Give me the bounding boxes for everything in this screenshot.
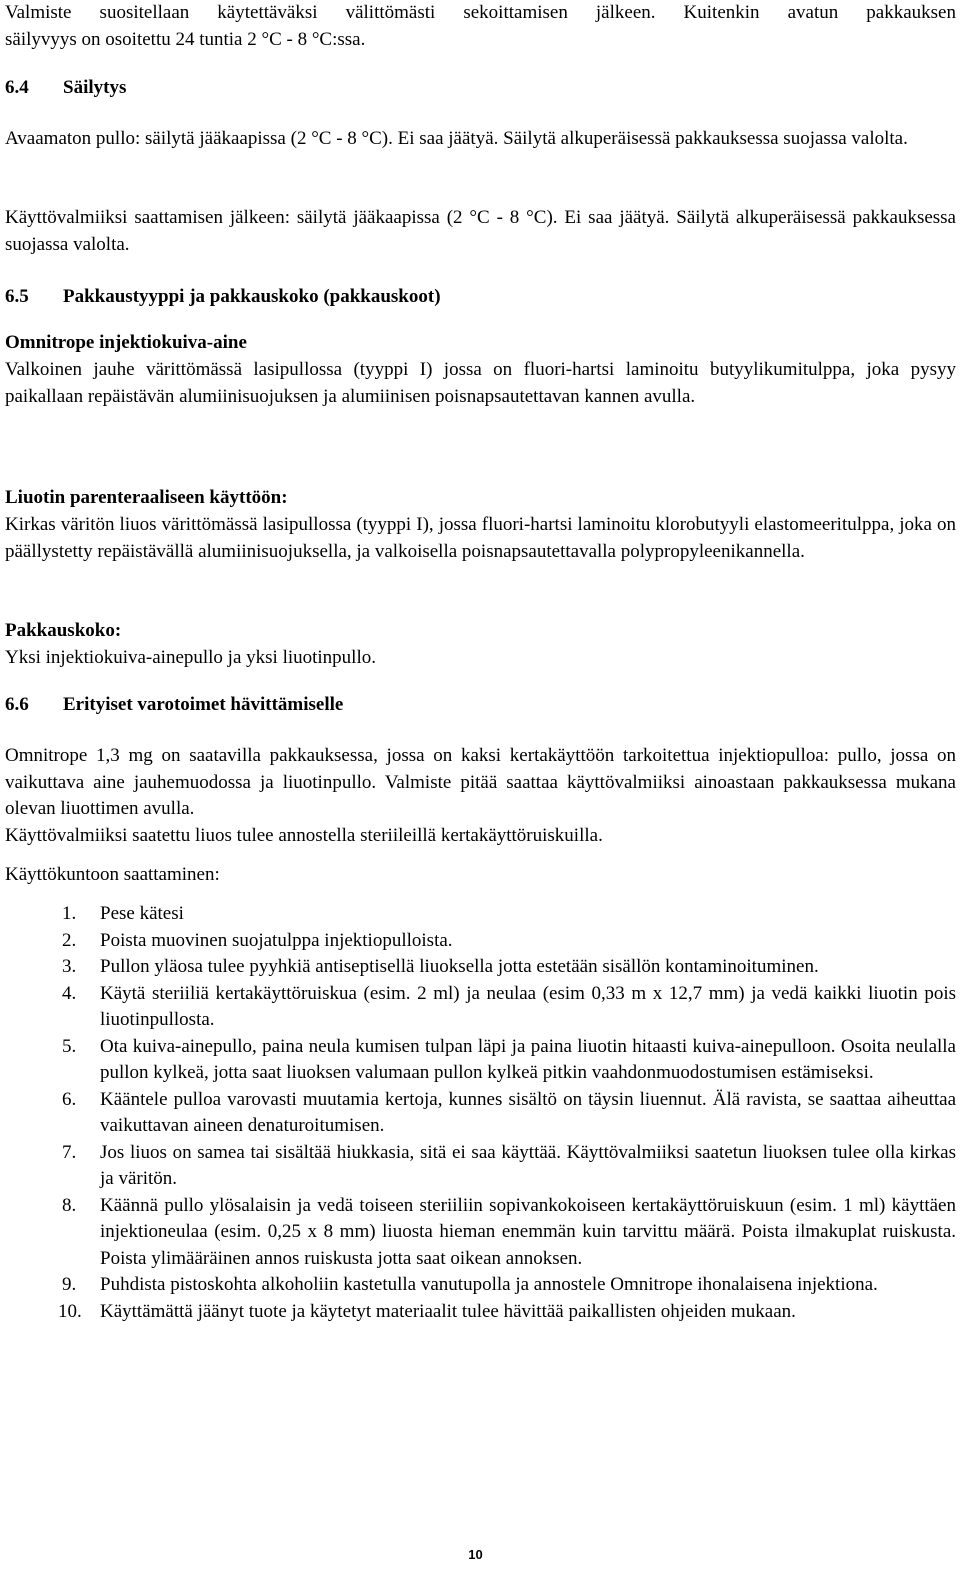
intro-line-2: säilyvyys on osoitettu 24 tuntia 2 °C - 8 °C:ssa. <box>5 29 366 50</box>
storage-reconstituted-paragraph: Käyttövalmiiksi saattamisen jälkeen: säilytä jääkaapissa (2 °C - 8 °C). Ei saa jäätyä. Säilytä alkuperäisessä pakkauksessa suojassa valolta. <box>5 207 956 255</box>
list-item: 3. Pullon yläosa tulee pyyhkiä antiseptisellä liuoksella jotta estetään sisällön kontaminoituminen. <box>62 956 819 977</box>
section-number: 6.5 <box>5 286 29 307</box>
list-item: 4. Käytä steriiliä kertakäyttöruiskua (esim. 2 ml) ja neulaa (esim 0,33 m x 12,7 mm) ja vedä kaikki liuotin pois liuotinpullosta. <box>62 982 956 1030</box>
storage-unopened-paragraph: Avaamaton pullo: säilytä jääkaapissa (2 °C - 8 °C). Ei saa jäätyä. Säilytä alkuperäisessä pakkauksessa suojassa valolta. <box>5 128 908 149</box>
list-item: 9. Puhdista pistoskohta alkoholiin kastetulla vanutupolla ja annostele Omnitrope ihonalaisena injektiona. <box>62 1274 878 1295</box>
section-title: Erityiset varotoimet hävittämiselle <box>63 694 344 715</box>
pack-size-title: Pakkauskoko: <box>5 620 122 641</box>
list-item: 10. Käyttämättä jäänyt tuote ja käytetyt materiaalit tulee hävittää paikallisten ohjeiden mukaan. <box>58 1300 796 1322</box>
list-item: 6. Kääntele pulloa varovasti muutamia kertoja, kunnes sisältö on täysin liuennut. Älä ravista, se saattaa aiheuttaa vaikuttavan aineen denaturoitumisen. <box>62 1088 956 1136</box>
section-number: 6.4 <box>5 77 29 98</box>
pack-size-description: Yksi injektiokuiva-ainepullo ja yksi liuotinpullo. <box>5 647 376 668</box>
intro-line-1: Valmiste suositellaan käytettäväksi välittömästi sekoittamisen jälkeen. Kuitenkin avatun pakkauksen <box>5 2 956 23</box>
powder-title: Omnitrope injektiokuiva-aine <box>5 332 247 353</box>
disposal-syringe-paragraph: Käyttövalmiiksi saatettu liuos tulee annostella steriileillä kertakäyttöruiskuilla. <box>5 825 603 846</box>
section-6-6-heading <box>5 692 956 719</box>
section-number: 6.6 <box>5 694 29 715</box>
solvent-title: Liuotin parenteraaliseen käyttöön: <box>5 487 288 508</box>
steps-intro: Käyttökuntoon saattaminen: <box>5 864 220 885</box>
list-item: 2. Poista muovinen suojatulppa injektiopulloista. <box>62 929 453 951</box>
section-6-4-heading <box>5 75 956 102</box>
list-item: 5. Ota kuiva-ainepullo, paina neula kumisen tulpan läpi ja paina liuotin hitaasti kuiva-ainepulloon. Osoita neulalla pullon kylkeä, jotta saat liuoksen valumaan pullon kylkeä pitkin vaahdonmuodostumisen estämiseksi. <box>62 1035 956 1083</box>
powder-description: Valkoinen jauhe värittömässä lasipullossa (tyyppi I) jossa on fluori-hartsi laminoitu butyylikumitulppa, joka pysyy paikallaan repäistävän alumiinisuojuksen ja alumiinisen poisnapsautettavan kannen avulla. <box>5 359 956 407</box>
page-number: 10 <box>468 1547 483 1562</box>
section-6-5-heading <box>5 284 956 311</box>
list-item: 1. Pese kätesi <box>62 903 184 924</box>
section-title: Säilytys <box>63 77 127 98</box>
section-title: Pakkaustyyppi ja pakkauskoko (pakkauskoot) <box>63 286 441 307</box>
disposal-paragraph: Omnitrope 1,3 mg on saatavilla pakkauksessa, jossa on kaksi kertakäyttöön tarkoitettua injektiopulloa: pullo, jossa on vaikuttava aine jauhemuodossa ja liuotinpullo. Valmiste pitää saattaa käyttövalmiiksi ainoastaan pakkauksessa mukana olevan liuottimen avulla. <box>5 745 956 819</box>
preparation-steps-list <box>5 901 956 1325</box>
list-item: 8. Käännä pullo ylösalaisin ja vedä toiseen steriiliin sopivankokoiseen kertakäyttöruiskuun (esim. 1 ml) käyttäen injektioneulaa (esim. 0,25 x 8 mm) liuosta hieman enemmän kuin tarvittu määrä. Poista ilmakuplat ruiskusta. Poista ylimääräinen annos ruiskusta jotta saat oikean annoksen. <box>62 1194 956 1269</box>
solvent-description: Kirkas väritön liuos värittömässä lasipullossa (tyyppi I), jossa fluori-hartsi laminoitu klorobutyyli elastomeeritulppa, joka on päällystetty repäistävällä alumiinisuojuksella, ja valkoisella poisnapsautettavalla polypropyleenikannella. <box>5 514 956 562</box>
list-item: 7. Jos liuos on samea tai sisältää hiukkasia, sitä ei saa käyttää. Käyttövalmiiksi saatetun liuoksen tulee olla kirkas ja väritön. <box>62 1141 956 1189</box>
